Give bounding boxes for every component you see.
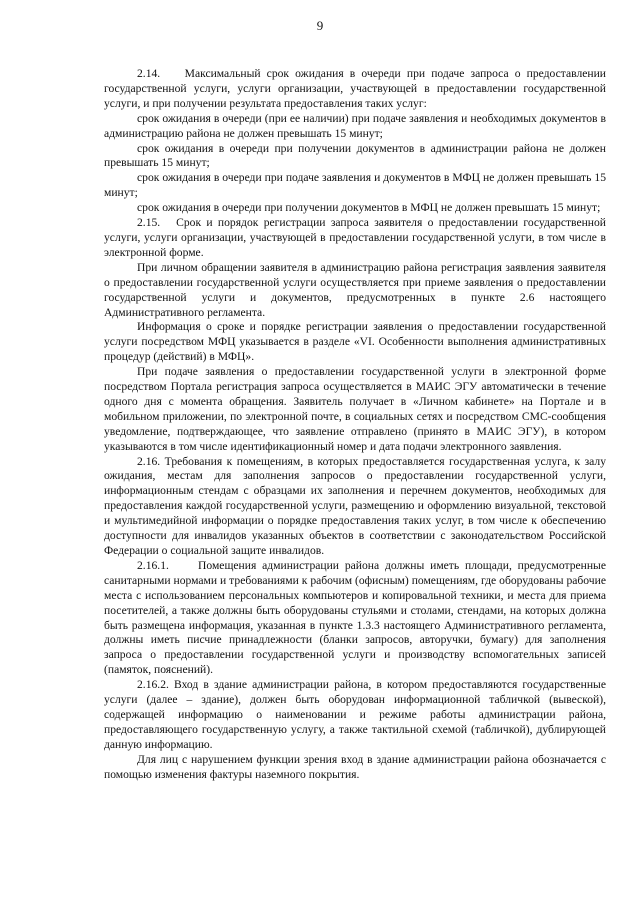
paragraph-2-16-1: 2.16.1. Помещения администрации района должны иметь площади, предусмотренные санитарными нормами и требованиями к рабочим (офисным) помещениям, где оборудованы рабочие места с использованием персональных компьютеров и копировальной техники, и места для приема посетителей, а также должны быть оборудованы стульями и столами, стендами, на которых должна быть размещена информация, указанная в пункте 1.3.3 настоящего Административного регламента, должны иметь писчие принадлежности (бланки запросов, авторучки, бумагу) для заполнения запроса о предоставлении государственной услуги и производству вспомогательных записей (памяток, пояснений). — [104, 558, 606, 677]
paragraph-personal-registration: При личном обращении заявителя в администрацию района регистрация заявления заявителя о предоставлении государственной услуги осуществляется при приеме заявления о предоставлении государственной услуги и документов, предусмотренных в пункте 2.6 настоящего Административного регламента. — [104, 260, 606, 319]
paragraph-queue-mfc-submission: срок ожидания в очереди при подаче заявления и документов в МФЦ не должен превышать 15 минут; — [104, 171, 606, 200]
paragraph-2-16: 2.16. Требования к помещениям, в которых предоставляется государственная услуга, к залу ожидания, местам для заполнения запросов о предоставлении государственной услуги, информационным стендам с образцами их заполнения и перечнем документов, необходимых для предоставления каждой государственной услуги, размещению и оформлению визуальной, текстовой и мультимедийной информации о порядке предоставления таких услуг, в том числе к обеспечению доступности для инвалидов указанных объектов в соответствии с законодательством Российской Федерации о социальной защите инвалидов. — [104, 454, 606, 557]
paragraph-queue-admin-receipt: срок ожидания в очереди при получении документов в администрации района не должен превышать 15 минут; — [104, 141, 606, 170]
paragraph-electronic-registration: При подаче заявления о предоставлении государственной услуги в электронной форме посредством Портала регистрация запроса осуществляется в МАИС ЭГУ автоматически в течение одного дня с момента обращения. Заявитель получает в «Личном кабинете» на Портале и в мобильном приложении, по электронной почте, в социальных сетях и посредством СМС-сообщения уведомление, подтверждающее, что заявление отправлено (принято в МАИС ЭГУ), в котором указываются в том числе идентификационный номер и дата подачи электронного заявления. — [104, 365, 606, 453]
paragraph-queue-mfc-receipt: срок ожидания в очереди при получении документов в МФЦ не должен превышать 15 минут; — [137, 201, 601, 215]
paragraph-mfc-registration-info: Информация о сроке и порядке регистрации заявления о предоставлении государственной услуги посредством МФЦ указывается в разделе «VI. Особенности выполнения административных процедур (действий) в МФЦ». — [104, 320, 606, 364]
paragraph-2-14: 2.14. Максимальный срок ожидания в очереди при подаче запроса о предоставлении государственной услуги, услуги организации, участвующей в предоставлении государственной услуги, и при получении результата предоставления таких услуг: — [104, 67, 606, 110]
document-body — [104, 67, 606, 783]
page-number: 9 — [316, 18, 324, 33]
paragraph-vision-impaired-entrance: Для лиц с нарушением функции зрения вход в здание администрации района обозначается с помощью изменения фактуры наземного покрытия. — [104, 752, 606, 781]
paragraph-2-15: 2.15. Срок и порядок регистрации запроса заявителя о предоставлении государственной услуги, услуги организации, участвующей в предоставлении государственной услуги, в том числе в электронной форме. — [104, 216, 606, 259]
paragraph-queue-admin-submission: срок ожидания в очереди (при ее наличии) при подаче заявления и необходимых документов в администрацию района не должен превышать 15 минут; — [104, 111, 606, 140]
paragraph-2-16-2: 2.16.2. Вход в здание администрации района, в котором предоставляются государственные услуги (далее – здание), должен быть оборудован информационной табличкой (вывеской), содержащей информацию о наименовании и режиме работы администрации района, предоставляющего государственную услугу, а также тактильной схемой (табличкой), дублирующей данную информацию. — [104, 678, 606, 751]
